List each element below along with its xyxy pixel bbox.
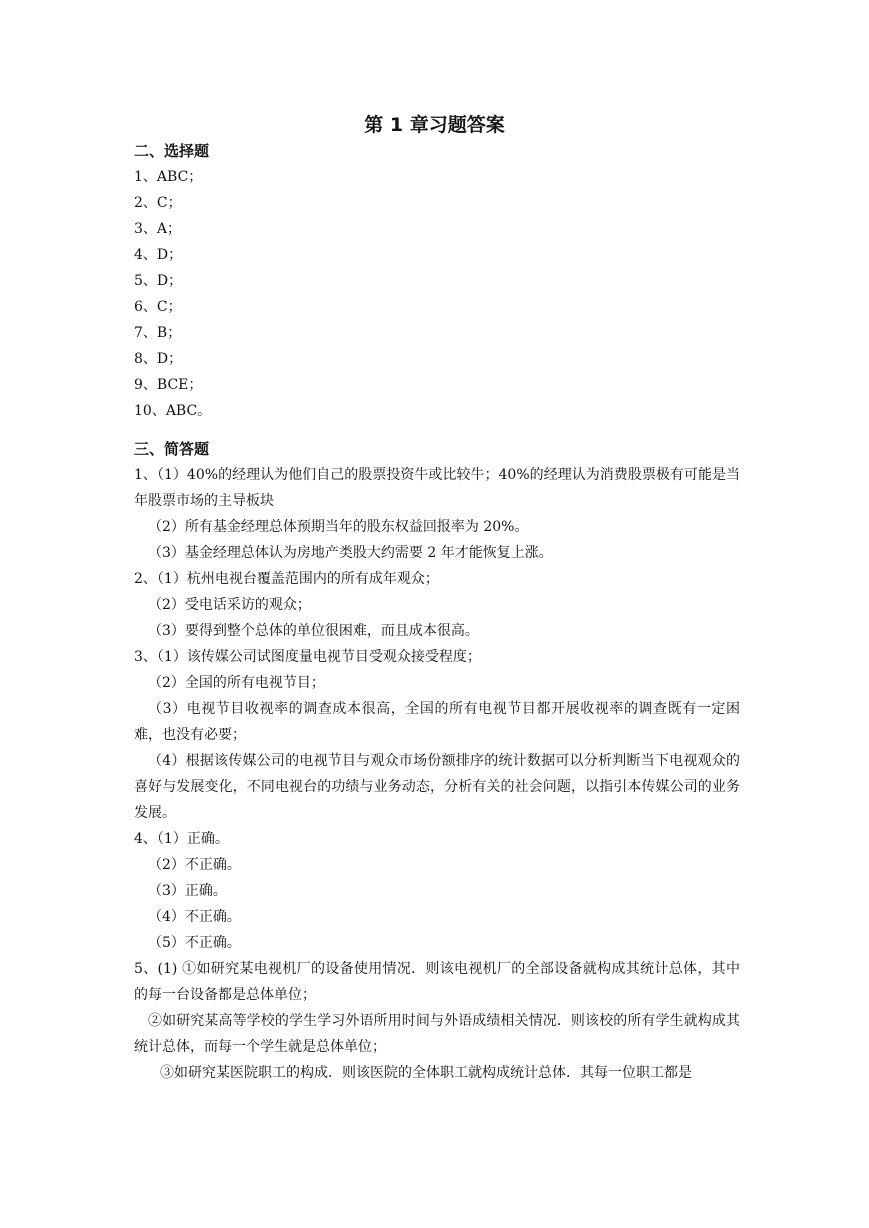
answer-paragraph: （4）根据该传媒公司的电视节目与观众市场份额排序的统计数据可以分析判断当下电视观众的喜好与发展变化，不同电视台的功绩与业务动态，分析有关的社会问题，以指引本传媒公司的业务发展。 (134, 753, 740, 821)
answer-paragraph: （4）不正确。 (148, 909, 241, 925)
answer-paragraph: ②如研究某高等学校的学生学习外语所用时间与外语成绩相关情况．则该校的所有学生就构成其统计总体，而每一个学生就是总体单位； (134, 1013, 740, 1055)
answer-paragraph: （3）电视节目收视率的调查成本很高，全国的所有电视节目都开展收视率的调查既有一定困难，也没有必要； (134, 701, 740, 743)
answer-line: 3、A； (134, 221, 182, 237)
answer-paragraph: 5、(1) ①如研究某电视机厂的设备使用情况．则该电视机厂的全部设备就构成其统计总体，其中的每一台设备都是总体单位； (134, 961, 740, 1003)
answer-line: 2、C； (134, 195, 182, 211)
answer-paragraph: ③如研究某医院职工的构成．则该医院的全体职工就构成统计总体．其每一位职工都是 (160, 1065, 692, 1081)
answer-paragraph: （2）受电话采访的观众； (148, 597, 311, 613)
answer-line: 6、C； (134, 299, 182, 315)
answer-paragraph: （2）所有基金经理总体预期当年的股东权益回报率为 20%。 (148, 519, 529, 535)
answer-line: 1、ABC； (134, 169, 203, 185)
answer-line: 4、D； (134, 247, 183, 263)
answer-paragraph: 1、（1）40%的经理认为他们自己的股票投资牛或比较牛；40%的经理认为消费股票极有可能是当年股票市场的主导板块 (134, 467, 740, 509)
section-heading-choice: 二、选择题 (134, 142, 210, 160)
answer-line: 9、BCE； (134, 377, 203, 393)
answer-paragraph: 3、（1）该传媒公司试图度量电视节目受观众接受程度； (134, 649, 481, 665)
answer-line: 8、D； (134, 351, 183, 367)
section-heading-short: 三、简答题 (134, 440, 210, 458)
answer-paragraph: （2）不正确。 (148, 857, 241, 873)
answer-line: 5、D； (134, 273, 183, 289)
answer-paragraph: （3）要得到整个总体的单位很困难，而且成本很高。 (148, 623, 479, 639)
answer-paragraph: （5）不正确。 (148, 935, 241, 951)
answer-line: 7、B； (134, 325, 182, 341)
answer-paragraph: （3）基金经理总体认为房地产类股大约需要 2 年才能恢复上涨。 (148, 545, 553, 561)
answer-line: 10、ABC。 (134, 403, 212, 419)
answer-paragraph: 4、（1）正确。 (134, 831, 229, 847)
document-body (134, 138, 740, 1086)
answer-paragraph: （3）正确。 (148, 883, 227, 899)
answer-paragraph: （2）全国的所有电视节目； (148, 675, 325, 691)
page-title: 第 1 章习题答案 (364, 114, 505, 136)
answer-paragraph: 2、（1）杭州电视台覆盖范围内的所有成年观众； (134, 571, 439, 587)
